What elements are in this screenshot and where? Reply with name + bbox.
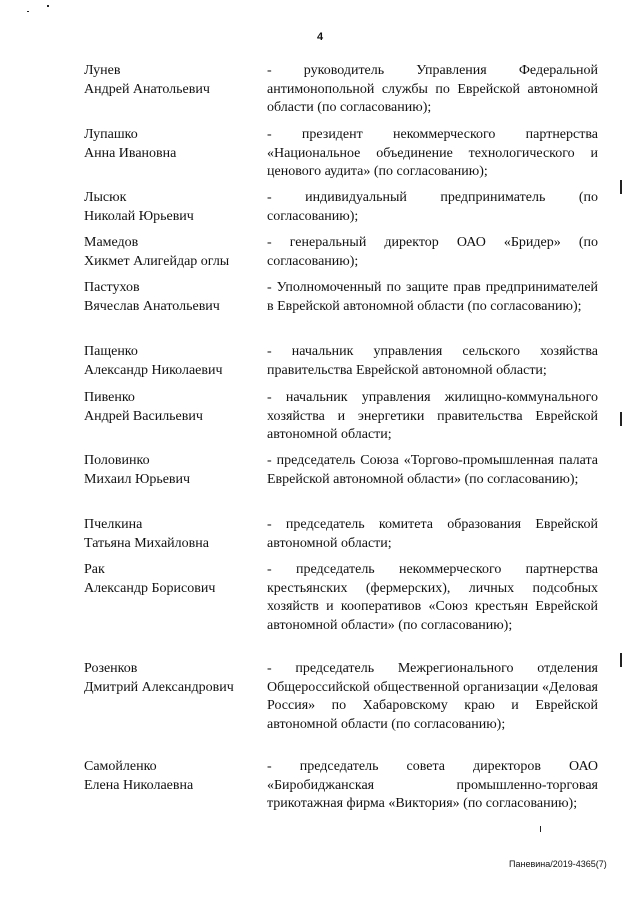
member-role: - начальник управления жилищно-коммунального хозяйства и энергетики правительства Еврейской автономной области; [267,390,598,442]
member-role: - председатель Союза «Торгово-промышленная палата Еврейской автономной области» (по согласованию); [267,453,598,487]
member-surname: Половинко [84,453,150,468]
scan-speck [27,11,29,12]
member-surname: Лысюк [84,190,127,205]
member-role: - генеральный директор ОАО «Бридер» (по согласованию); [267,235,598,269]
page-number: 4 [316,31,324,43]
member-given-name: Александр Борисович [84,580,216,596]
member-name [84,660,264,697]
member-surname: Пастухов [84,280,140,295]
member-given-name: Хикмет Алигейдар оглы [84,253,230,269]
member-surname: Розенков [84,661,138,676]
member-given-name: Вячеслав Анатольевич [84,298,220,314]
member-role: - президент некоммерческого партнерства «Национальное объединение технологического и ценового аудита» (по согласованию); [267,127,598,179]
member-surname: Пивенко [84,390,135,405]
member-name [84,561,264,598]
member-given-name: Михаил Юрьевич [84,471,191,487]
member-surname: Рак [84,562,105,577]
member-given-name: Александр Николаевич [84,362,223,378]
scan-mark [620,653,622,667]
member-surname: Пащенко [84,344,138,359]
member-name [84,189,264,226]
scan-mark [620,180,622,194]
member-name [84,62,264,99]
member-surname: Самойленко [84,759,157,774]
member-role: - председатель Межрегионального отделения Общероссийской общественной организации «Деловая Россия» по Хабаровскому краю и Еврейской автономной области (по согласованию); [267,661,598,732]
member-role: - председатель комитета образования Еврейской автономной области; [267,517,598,551]
member-role: - Уполномоченный по защите прав предпринимателей в Еврейской автономной области (по согласованию); [267,280,598,314]
member-given-name: Николай Юрьевич [84,208,194,224]
member-surname: Лупашко [84,127,138,142]
scan-speck [47,5,49,7]
member-surname: Лунев [84,63,121,78]
member-name [84,126,264,163]
member-role: - председатель некоммерческого партнерства крестьянских (фермерских), личных подсобных хозяйств и кооперативов «Союз крестьян Еврейской автономной области» (по согласованию); [267,562,598,633]
member-name [84,758,264,795]
member-given-name: Андрей Васильевич [84,408,203,424]
member-given-name: Елена Николаевна [84,777,194,793]
member-surname: Мамедов [84,235,139,250]
member-name [84,389,264,426]
member-given-name: Дмитрий Александрович [84,679,234,695]
member-role: - начальник управления сельского хозяйства правительства Еврейской автономной области; [267,344,598,378]
scan-speck [540,826,541,832]
member-given-name: Татьяна Михайловна [84,535,209,551]
member-name [84,234,264,271]
document-footer: Паневина/2019-4365(7) [509,859,607,869]
member-role: - председатель совета директоров ОАО «Биробиджанская промышленно-торговая трикотажная фирма «Виктория» (по согласованию); [267,759,598,811]
member-name [84,516,264,553]
member-surname: Пчелкина [84,517,143,532]
member-given-name: Анна Ивановна [84,145,177,161]
member-role: - руководитель Управления Федеральной антимонопольной службы по Еврейской автономной области (по согласованию); [267,63,598,115]
member-given-name: Андрей Анатольевич [84,81,210,97]
member-name [84,343,264,380]
scan-mark [620,412,622,426]
member-name [84,452,264,489]
member-name [84,279,264,316]
member-role: - индивидуальный предприниматель (по согласованию); [267,190,598,224]
